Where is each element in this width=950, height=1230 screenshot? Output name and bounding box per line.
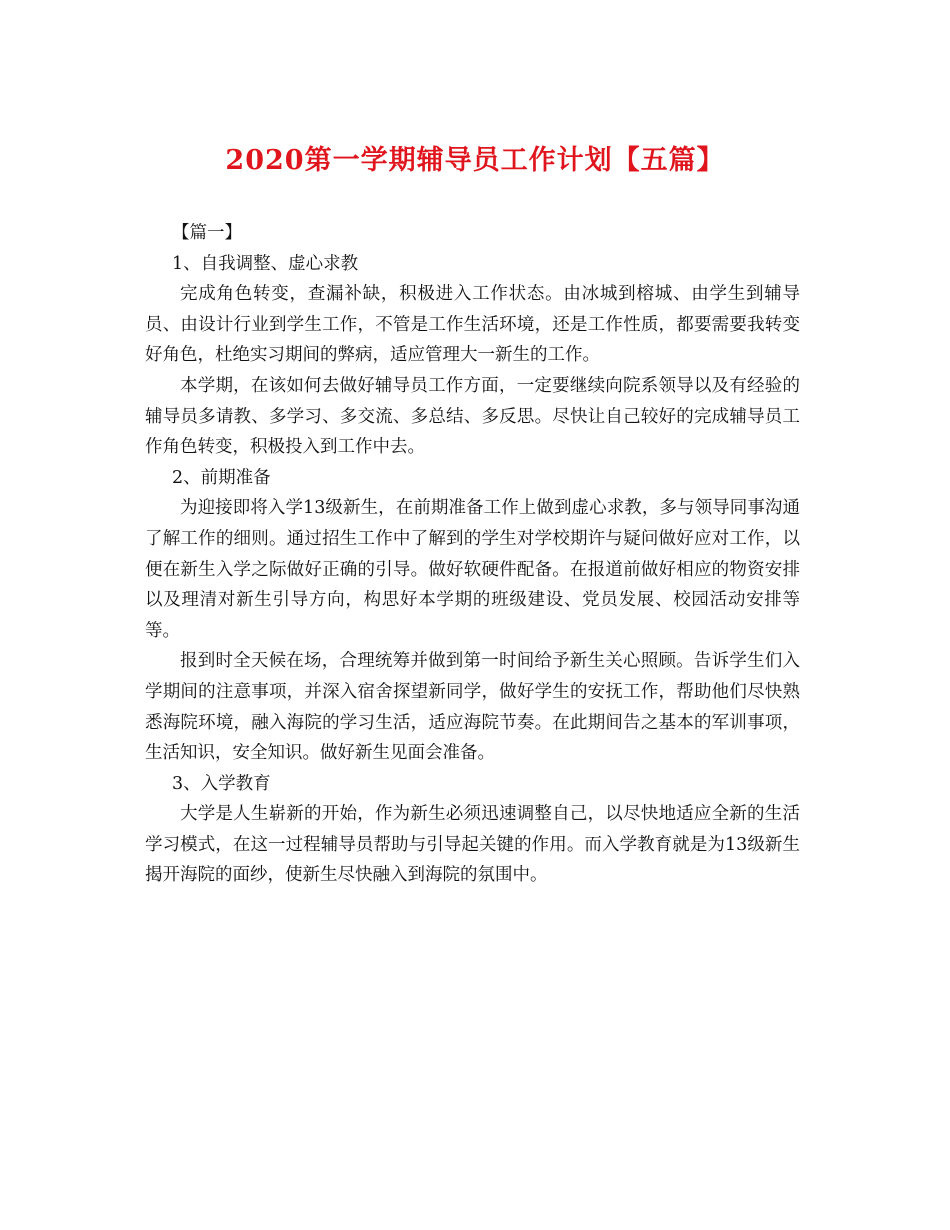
- body-paragraph: 为迎接即将入学13级新生，在前期准备工作上做到虚心求教，多与领导同事沟通了解工作的细则。通过招生工作中了解到的学生对学校期许与疑问做好应对工作，以便在新生入学之际做好正确的引导。做好软硬件配备。在报道前做好相应的物资安排以及理清对新生引导方向，构思好本学期的班级建设、党员发展、校园活动安排等等。: [145, 498, 800, 641]
- section-heading: 3、入学教育: [172, 773, 271, 794]
- body-paragraph: 完成角色转变，查漏补缺，积极进入工作状态。由冰城到榕城、由学生到辅导员、由设计行业到学生工作，不管是工作生活环境，还是工作性质，都要需要我转变好角色，杜绝实习期间的弊病，适应管理大一新生的工作。: [145, 284, 800, 366]
- document-title: 2020第一学期辅导员工作计划【五篇】: [225, 145, 725, 176]
- body-paragraph: 报到时全天候在场，合理统筹并做到第一时间给予新生关心照顾。告诉学生们入学期间的注意事项，并深入宿舍探望新同学，做好学生的安抚工作，帮助他们尽快熟悉海院环境，融入海院的学习生活，适应海院节奏。在此期间告之基本的军训事项，生活知识，安全知识。做好新生见面会准备。: [145, 651, 800, 764]
- document-body: [145, 218, 800, 891]
- body-paragraph: 本学期，在该如何去做好辅导员工作方面，一定要继续向院系领导以及有经验的辅导员多请教、多学习、多交流、多总结、多反思。尽快让自己较好的完成辅导员工作角色转变，积极投入到工作中去。: [145, 375, 800, 458]
- section-heading: 【篇一】: [172, 223, 242, 243]
- section-heading: 1、自我调整、虚心求教: [172, 253, 359, 274]
- section-heading: 2、前期准备: [172, 467, 271, 488]
- body-paragraph: 大学是人生崭新的开始，作为新生必须迅速调整自己，以尽快地适应全新的生活学习模式，在这一过程辅导员帮助与引导起关键的作用。而入学教育就是为13级新生揭开海院的面纱，使新生尽快融入到海院的氛围中。: [145, 804, 800, 886]
